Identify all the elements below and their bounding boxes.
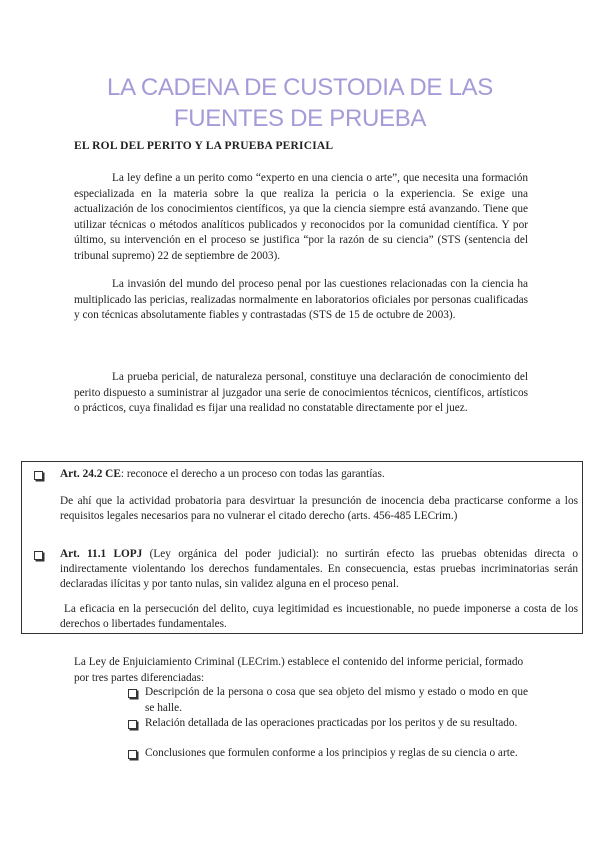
paragraph-prueba-pericial: La prueba pericial, de naturaleza personal, constituye una declaración de conocimiento del perito dispuesto a suministrar al juzgador una serie de conocimientos técnicos, científicos, artísticos o prácticos, cuya finalidad es fijar una realidad no constatable directamente por el juez. — [74, 371, 528, 415]
checkbox-bullet-icon — [34, 551, 43, 560]
checkbox-bullet-icon — [128, 720, 137, 729]
paragraph-informe-intro: La Ley de Enjuiciamiento Criminal (LECrim.) establece el contenido del informe pericial, formado por tres partes diferenciadas: — [74, 656, 524, 684]
box-item-art-24-2 — [60, 467, 560, 482]
list-item: Descripción de la persona o cosa que sea objeto del mismo y estado o modo en que se halle. — [145, 686, 528, 714]
paragraph-pericias: La invasión del mundo del proceso penal por las cuestiones relacionadas con la ciencia ha multiplicado las pericias, realizadas normalmente en laboratorios oficiales por personas cualificadas y con técnicas absolutamente fiables y contrastadas (STS de 15 de octubre de 2003). — [74, 278, 528, 322]
box-note-eficacia: La eficacia en la persecución del delito, cuya legitimidad es incuestionable, no puede imponerse a costa de los derechos o libertades fundamentales. — [60, 603, 578, 630]
checkbox-bullet-icon — [128, 689, 137, 698]
article-text: : reconoce el derecho a un proceso con todas las garantías. — [120, 468, 385, 480]
box-item-art-11-1 — [60, 547, 578, 592]
checkbox-bullet-icon — [34, 471, 43, 480]
paragraph-perito-definition: La ley define a un perito como “experto en una ciencia o arte”, que necesita una formación especializada en la materia sobre la que realiza la pericia o la experiencia. Se exige una actualización de los conocimientos científicos, ya que la ciencia siempre está avanzando. Tiene que utilizar técnicas o métodos analíticos publicados y reconocidos por la comunidad científica. Y por último, su intervención en el proceso se justifica “por la razón de su ciencia” (STS (sentencia del tribunal supremo) 22 de septiembre de 2003). — [74, 172, 528, 262]
document-title: LA CADENA DE CUSTODIA DE LAS FUENTES DE PRUEBA — [107, 74, 493, 132]
list-item: Conclusiones que formulen conforme a los principios y reglas de su ciencia o arte. — [145, 747, 518, 759]
article-ref: Art. 24.2 CE — [60, 468, 121, 480]
list-item: Relación detallada de las operaciones practicadas por los peritos y de su resultado. — [145, 717, 518, 729]
article-text: (Ley orgánica del poder judicial): no surtirán efecto las pruebas obtenidas directa o indirectamente violentando los derechos fundamentales. En consecuencia, estas pruebas incriminatorias serán declaradas ilícitas y por tanto nulas, sin validez alguna en el proceso penal. — [60, 548, 578, 590]
box-note-presuncion: De ahí que la actividad probatoria para desvirtuar la presunción de inocencia deba practicarse conforme a los requisitos legales necesarios para no vulnerar el citado derecho (arts. 456-485 LECrim.) — [60, 495, 578, 522]
section-heading: EL ROL DEL PERITO Y LA PRUEBA PERICIAL — [74, 140, 334, 152]
article-ref: Art. 11.1 LOPJ — [60, 548, 143, 560]
checkbox-bullet-icon — [128, 750, 137, 759]
